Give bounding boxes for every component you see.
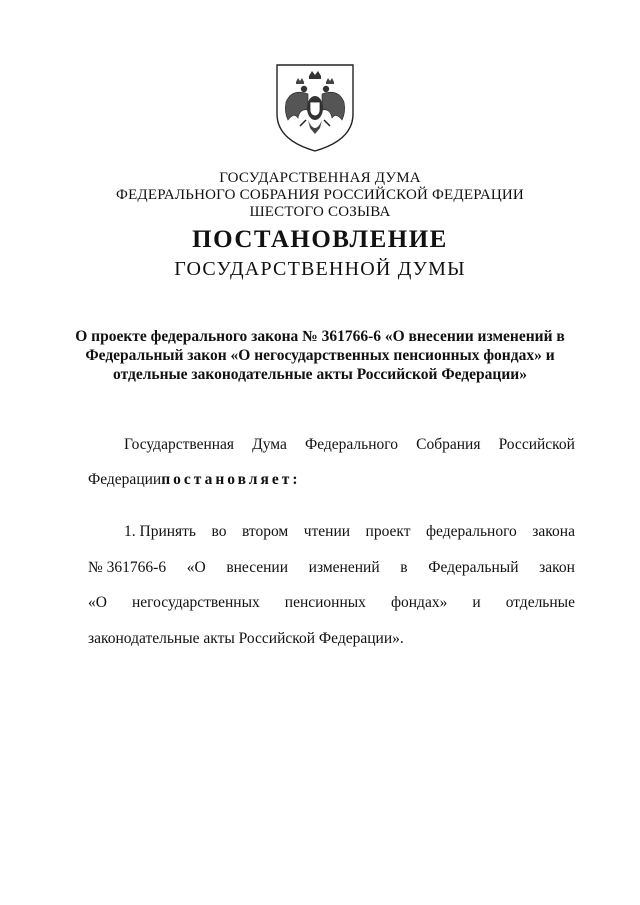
clause-word: чтении bbox=[303, 523, 351, 540]
document-title: ПОСТАНОВЛЕНИЕ bbox=[192, 226, 448, 253]
subject-line-3: отдельные законодательные акты Российской Федерации» bbox=[113, 366, 527, 383]
clause-1-line-3 bbox=[88, 594, 575, 612]
clause-word: закон bbox=[539, 559, 575, 576]
clause-1-line-1 bbox=[124, 523, 575, 541]
preamble-line-1 bbox=[124, 436, 575, 454]
decree-verb: постановляет: bbox=[161, 471, 301, 488]
clause-word: отдельные bbox=[505, 594, 575, 611]
clause-word: внесении bbox=[226, 559, 289, 576]
org-full-name-line: ФЕДЕРАЛЬНОГО СОБРАНИЯ РОССИЙСКОЙ ФЕДЕРАЦИИ bbox=[116, 187, 524, 203]
clause-word: проект bbox=[365, 523, 411, 540]
clause-word: «О bbox=[88, 594, 107, 611]
preamble-word: Дума bbox=[252, 436, 287, 453]
preamble-text: Федерации bbox=[88, 471, 162, 488]
clause-word: во bbox=[211, 523, 227, 540]
clause-word: втором bbox=[241, 523, 289, 540]
clause-word: 1. Принять bbox=[124, 523, 197, 540]
org-name-line: ГОСУДАРСТВЕННАЯ ДУМА bbox=[219, 170, 421, 186]
preamble-word: Собрания bbox=[416, 436, 481, 453]
clause-1-line-4: законодательные акты Российской Федерации». bbox=[88, 630, 404, 647]
preamble-word: Федерального bbox=[304, 436, 399, 453]
clause-word: негосударственных bbox=[131, 594, 260, 611]
preamble-word: Государственная bbox=[124, 436, 235, 453]
clause-word: № 361766-6 bbox=[88, 559, 167, 576]
preamble-word: Российской bbox=[498, 436, 575, 453]
clause-word: изменений bbox=[308, 559, 380, 576]
preamble-line-2 bbox=[88, 471, 301, 489]
clause-word: и bbox=[472, 594, 481, 611]
convocation-line: ШЕСТОГО СОЗЫВА bbox=[249, 204, 391, 220]
subject-line-2: Федеральный закон «О негосударственных пенсионных фондах» и bbox=[85, 347, 555, 364]
clause-word: Федеральный bbox=[428, 559, 519, 576]
clause-word: фондах» bbox=[390, 594, 448, 611]
clause-word: в bbox=[400, 559, 408, 576]
subject-line-1: О проекте федерального закона № 361766-6 «О внесении изменений в bbox=[75, 328, 565, 345]
clause-word: «О bbox=[186, 559, 206, 576]
document-subtitle: ГОСУДАРСТВЕННОЙ ДУМЫ bbox=[174, 258, 466, 280]
clause-word: федерального bbox=[425, 523, 517, 540]
clause-word: пенсионных bbox=[284, 594, 366, 611]
coat-of-arms-icon bbox=[274, 62, 356, 154]
clause-word: закона bbox=[532, 523, 575, 540]
clause-1-line-2 bbox=[88, 559, 575, 577]
